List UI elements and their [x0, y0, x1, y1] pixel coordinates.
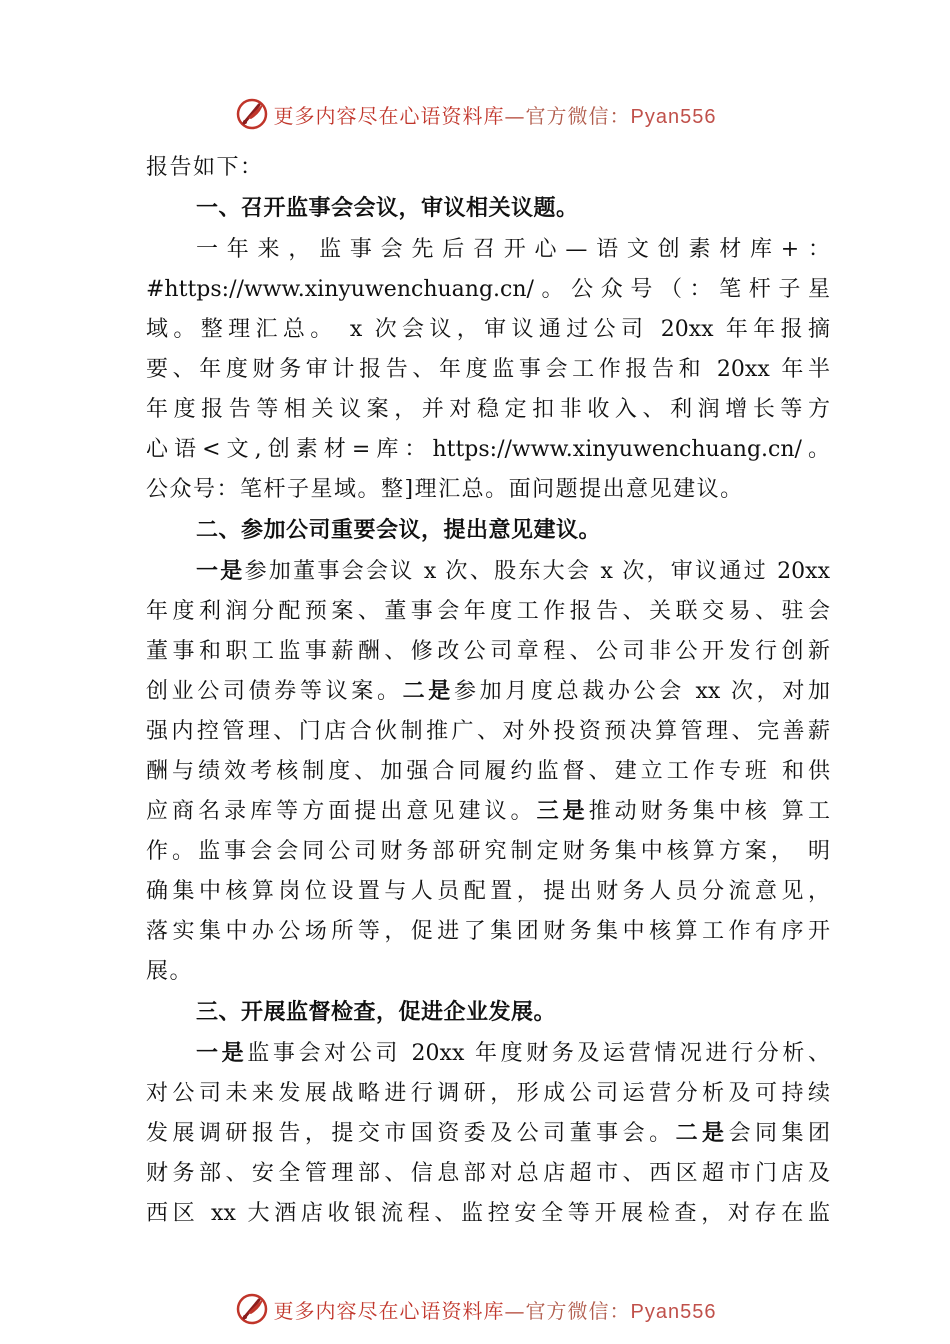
paragraph-line: 心语<文,创素材=库：https://www.xinyuwenchuang.cn/。 [146, 437, 830, 462]
paragraph-line: 确集中核算岗位设置与人员配置，提出财务人员分流意见， [146, 879, 830, 904]
paragraph-line: #https://www.xinyuwenchuang.cn/。公众号（：笔杆子星 [146, 277, 830, 302]
watermark-text: 更多内容尽在心语资料库—官方微信：Pyan556 [273, 103, 717, 128]
paragraph-line: 展。 [146, 959, 194, 984]
paragraph-line: 域。整理汇总。 x 次会议，审议通过公司 20xx 年年报摘 [146, 317, 830, 342]
paragraph-line: 一是参加董事会会议 x 次、股东大会 x 次，审议通过 20xx [196, 559, 830, 584]
paragraph-line: 一是监事会对公司 20xx 年度财务及运营情况进行分析、 [196, 1041, 830, 1066]
paragraph-line: 强内控管理、门店合伙制推广、对外投资预决算管理、完善薪 [146, 719, 830, 744]
paragraph-line: 年度报告等相关议案，并对稳定扣非收入、利润增长等方 [146, 397, 830, 422]
paragraph-line: 发展调研报告，提交市国资委及公司董事会。二是会同集团 [146, 1121, 830, 1146]
paragraph-line: 董事和职工监事薪酬、修改公司章程、公司非公开发行创新 [146, 639, 830, 664]
paragraph-line: 年度利润分配预案、董事会年度工作报告、关联交易、驻会 [146, 599, 830, 624]
quill-logo-icon [234, 1291, 270, 1327]
paragraph-line: 落实集中办公场所等，促进了集团财务集中核算工作有序开 [146, 919, 830, 944]
watermark-banner-bottom [0, 1289, 950, 1329]
lead-marker: 二是 [402, 679, 454, 704]
paragraph-line: 对公司未来发展战略进行调研，形成公司运营分析及可持续 [146, 1081, 830, 1106]
lead-marker: 二是 [675, 1121, 729, 1146]
paragraph-line: 财务部、安全管理部、信息部对总店超市、西区超市门店及 [146, 1161, 830, 1186]
paragraph-line: 公众号：笔杆子星域。整]理汇总。面问题提出意见建议。 [146, 477, 744, 502]
paragraph-line: 作。监事会会同公司财务部研究制定财务集中核算方案， 明 [146, 839, 830, 864]
section-heading-1: 一、召开监事会会议，审议相关议题。 [196, 196, 579, 221]
section-heading-3: 三、开展监督检查，促进企业发展。 [196, 1000, 557, 1025]
quill-logo-icon [234, 96, 270, 132]
intro-line: 报告如下： [146, 155, 264, 180]
paragraph-line: 创业公司债券等议案。二是参加月度总裁办公会 xx 次，对加 [146, 679, 830, 704]
paragraph-line: 要、年度财务审计报告、年度监事会工作报告和 20xx 年半 [146, 357, 830, 382]
paragraph-line: 西区 xx 大酒店收银流程、监控安全等开展检查，对存在监 [146, 1201, 830, 1226]
lead-marker: 一是 [196, 1041, 248, 1066]
section-heading-2: 二、参加公司重要会议，提出意见建议。 [196, 518, 602, 543]
watermark-text: 更多内容尽在心语资料库—官方微信：Pyan556 [273, 1298, 717, 1323]
watermark-banner-top [0, 94, 950, 134]
document-body [146, 148, 830, 1234]
paragraph-line: 酬与绩效考核制度、加强合同履约监督、建立工作专班 和供 [146, 759, 830, 784]
paragraph-line: 应商名录库等方面提出意见建议。三是推动财务集中核 算工 [146, 799, 830, 824]
paragraph-line: 一年来，监事会先后召开心—语文创素材库+： [196, 237, 830, 262]
lead-marker: 三是 [536, 799, 589, 824]
lead-marker: 一是 [196, 559, 245, 584]
